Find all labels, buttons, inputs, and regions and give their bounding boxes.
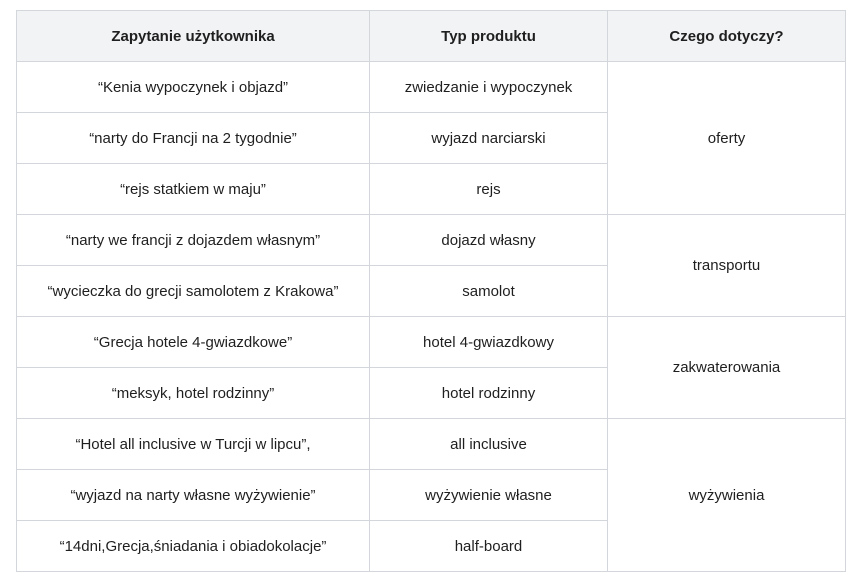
product-type-cell: wyjazd narciarski [370,113,608,164]
category-cell-accommodation: zakwaterowania [608,317,846,419]
header-product-type: Typ produktu [370,11,608,62]
header-user-query: Zapytanie użytkownika [17,11,370,62]
table-row [17,317,846,368]
query-cell: “narty we francji z dojazdem własnym” [17,215,370,266]
product-type-cell: samolot [370,266,608,317]
query-cell: “rejs statkiem w maju” [17,164,370,215]
table-container [16,10,845,572]
product-type-cell: dojazd własny [370,215,608,266]
query-cell: “wyjazd na narty własne wyżywienie” [17,470,370,521]
product-type-cell: half-board [370,521,608,572]
query-cell: “wycieczka do grecji samolotem z Krakowa” [17,266,370,317]
query-cell: “Hotel all inclusive w Turcji w lipcu”, [17,419,370,470]
product-type-cell: hotel 4-gwiazdkowy [370,317,608,368]
category-cell-meals: wyżywienia [608,419,846,572]
query-cell: “Kenia wypoczynek i objazd” [17,62,370,113]
table-header-row [17,11,846,62]
table-row [17,215,846,266]
header-category: Czego dotyczy? [608,11,846,62]
category-cell-transport: transportu [608,215,846,317]
category-cell-offers: oferty [608,62,846,215]
query-cell: “Grecja hotele 4-gwiazdkowe” [17,317,370,368]
query-product-table [16,10,846,572]
product-type-cell: wyżywienie własne [370,470,608,521]
table-row [17,419,846,470]
table-row [17,62,846,113]
query-cell: “narty do Francji na 2 tygodnie” [17,113,370,164]
query-cell: “meksyk, hotel rodzinny” [17,368,370,419]
product-type-cell: hotel rodzinny [370,368,608,419]
product-type-cell: zwiedzanie i wypoczynek [370,62,608,113]
product-type-cell: all inclusive [370,419,608,470]
query-cell: “14dni,Grecja,śniadania i obiadokolacje” [17,521,370,572]
product-type-cell: rejs [370,164,608,215]
